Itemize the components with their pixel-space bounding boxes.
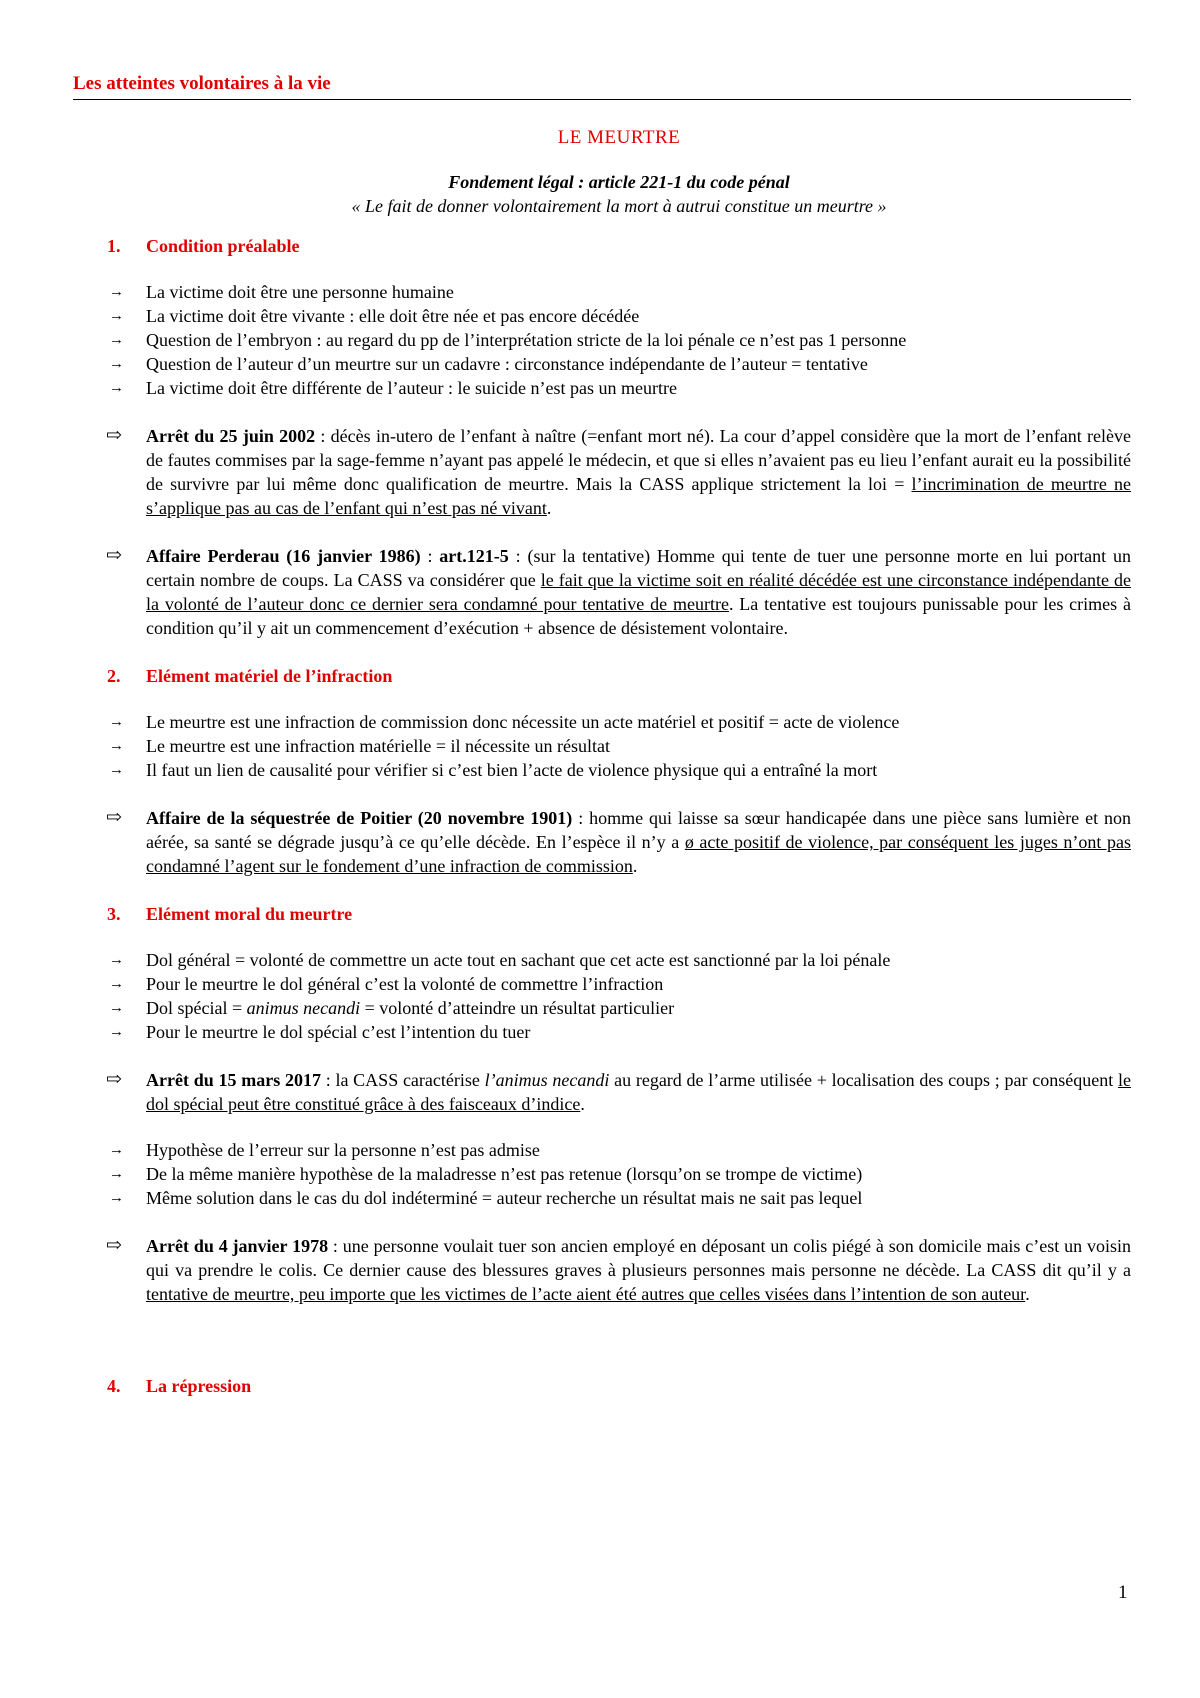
list-item: → La victime doit être vivante : elle doit être née et pas encore décédée [109, 306, 640, 326]
right-arrow-icon: → [109, 952, 124, 968]
right-arrow-icon: → [109, 714, 124, 730]
section-title: Elément moral du meurtre [146, 904, 353, 924]
case-label: Affaire Perderau (16 janvier 1986) [146, 546, 421, 566]
case-label: Arrêt du 25 juin 2002 [146, 426, 316, 446]
right-arrow-icon: → [109, 332, 124, 348]
outline-arrow-icon: ⇨ [106, 1235, 122, 1256]
bullet-list-error [107, 1138, 1131, 1210]
list-item: → Dol spécial = animus necandi = volonté d’atteindre un résultat particulier [109, 998, 675, 1018]
list-item: → Même solution dans le cas du dol indéterminé = auteur recherche un résultat mais ne sait pas lequel [109, 1188, 863, 1208]
outline-arrow-icon: ⇨ [106, 1069, 122, 1090]
right-arrow-icon: → [109, 762, 124, 778]
case-label: Arrêt du 4 janvier 1978 [146, 1236, 329, 1256]
outline-arrow-icon: ⇨ [106, 425, 122, 446]
list-item: → La victime doit être différente de l’auteur : le suicide n’est pas un meurtre [109, 378, 677, 398]
page-number: 1 [1118, 1582, 1128, 1603]
list-item: → Question de l’auteur d’un meurtre sur un cadavre : circonstance indépendante de l’auteur = tentative [109, 354, 868, 374]
bullet-list-conditions [107, 280, 1131, 400]
right-arrow-icon: → [109, 1024, 124, 1040]
legal-basis: Fondement légal : article 221-1 du code pénal [448, 172, 790, 192]
right-arrow-icon: → [109, 356, 124, 372]
bullet-list-material [107, 710, 1131, 782]
list-item: → Pour le meurtre le dol général c’est la volonté de commettre l’infraction [109, 974, 664, 994]
running-header: Les atteintes volontaires à la vie [73, 73, 1131, 100]
right-arrow-icon: → [109, 976, 124, 992]
section-number: 4. [107, 1376, 121, 1396]
list-item: → Hypothèse de l’erreur sur la personne n’est pas admise [109, 1140, 540, 1160]
list-item: → Il faut un lien de causalité pour vérifier si c’est bien l’acte de violence physique qui a entraîné la mort [109, 760, 878, 780]
right-arrow-icon: → [109, 738, 124, 754]
section-number: 1. [107, 236, 121, 256]
case-label: Affaire de la séquestrée de Poitier (20 novembre 1901) [146, 808, 573, 828]
case-2002: ⇨ Arrêt du 25 juin 2002 : décès in-utero de l’enfant à naître (=enfant mort né). La cour d’appel considère que la mort de l’enfant relève de fautes commises par la sage-femme n’ayant pas appelé le médecin, et que si elles n’avaient pas eu lieu l’enfant aurait eu la possibilité de survivre par lui même donc qualification de meurtre. Mais la CASS applique strictement la loi = l’incrimination de meurtre ne s’applique pas au cas de l’enfant qui n’est pas né vivant. [106, 425, 1132, 518]
section-title: La répression [146, 1376, 252, 1396]
case-2017: ⇨ Arrêt du 15 mars 2017 : la CASS caractérise l’animus necandi au regard de l’arme utilisée + localisation des coups ; par conséquent le dol spécial peut être constitué grâce à des faisceaux d’indice. [106, 1069, 1131, 1114]
section-title: Elément matériel de l’infraction [146, 666, 393, 686]
list-item: → Dol général = volonté de commettre un acte tout en sachant que cet acte est sanctionné par la loi pénale [109, 950, 891, 970]
section-heading-4 [107, 1374, 1131, 1398]
case-perderau: ⇨ Affaire Perderau (16 janvier 1986) : art.121-5 : (sur la tentative) Homme qui tente de tuer une personne morte en lui portant un certain nombre de coups. La CASS va considérer que le fait que la victime soit en réalité décédée est une circonstance indépendante de la volonté de l’auteur donc ce dernier sera condamné pour tentative de meurtre. La tentative est toujours punissable pour les crimes à condition qu’il y ait un commencement d’exécution + absence de désistement volontaire. [106, 545, 1132, 638]
list-item: → Le meurtre est une infraction de commission donc nécessite un acte matériel et positif = acte de violence [109, 712, 900, 732]
list-item: → La victime doit être une personne humaine [109, 282, 454, 302]
right-arrow-icon: → [109, 308, 124, 324]
section-heading-1 [107, 234, 1131, 258]
section-title: Condition préalable [146, 236, 300, 256]
right-arrow-icon: → [109, 1166, 124, 1182]
legal-quote: « Le fait de donner volontairement la mort à autrui constitue un meurtre » [351, 196, 887, 216]
document-body [107, 126, 1131, 1398]
list-item: → Pour le meurtre le dol spécial c’est l’intention du tuer [109, 1022, 531, 1042]
section-heading-3 [107, 902, 1131, 926]
case-1978: ⇨ Arrêt du 4 janvier 1978 : une personne voulait tuer son ancien employé en déposant un colis piégé à son domicile mais c’est un voisin qui va prendre le colis. Ce dernier cause des blessures graves à plusieurs personnes mais personne ne décède. La CASS dit qu’il y a tentative de meurtre, peu importe que les victimes de l’acte aient été autres que celles visées dans l’intention de son auteur. [106, 1235, 1131, 1304]
article-ref: art.121-5 [439, 546, 509, 566]
section-number: 2. [107, 666, 121, 686]
right-arrow-icon: → [109, 1190, 124, 1206]
right-arrow-icon: → [109, 1000, 124, 1016]
right-arrow-icon: → [109, 284, 124, 300]
case-poitier: ⇨ Affaire de la séquestrée de Poitier (20 novembre 1901) : homme qui laisse sa sœur handicapée dans une pièce sans lumière et non aérée, sa santé se dégrade jusqu’à ce qu’elle décède. En l’espèce il n’y a ø acte positif de violence, par conséquent les juges n’ont pas condamné l’agent sur le fondement d’une infraction de commission. [106, 807, 1132, 876]
list-item: → De la même manière hypothèse de la maladresse n’est pas retenue (lorsqu’on se trompe de victime) [109, 1164, 863, 1184]
section-number: 3. [107, 904, 121, 924]
outline-arrow-icon: ⇨ [106, 807, 122, 828]
list-item: → Question de l’embryon : au regard du pp de l’interprétation stricte de la loi pénale ce n’est pas 1 personne [109, 330, 907, 350]
section-heading-2 [107, 664, 1131, 688]
right-arrow-icon: → [109, 380, 124, 396]
bullet-list-moral [107, 948, 1131, 1044]
outline-arrow-icon: ⇨ [106, 545, 122, 566]
document-title: LE MEURTRE [557, 127, 681, 148]
list-item: → Le meurtre est une infraction matérielle = il nécessite un résultat [109, 736, 610, 756]
right-arrow-icon: → [109, 1142, 124, 1158]
case-label: Arrêt du 15 mars 2017 [146, 1070, 321, 1090]
